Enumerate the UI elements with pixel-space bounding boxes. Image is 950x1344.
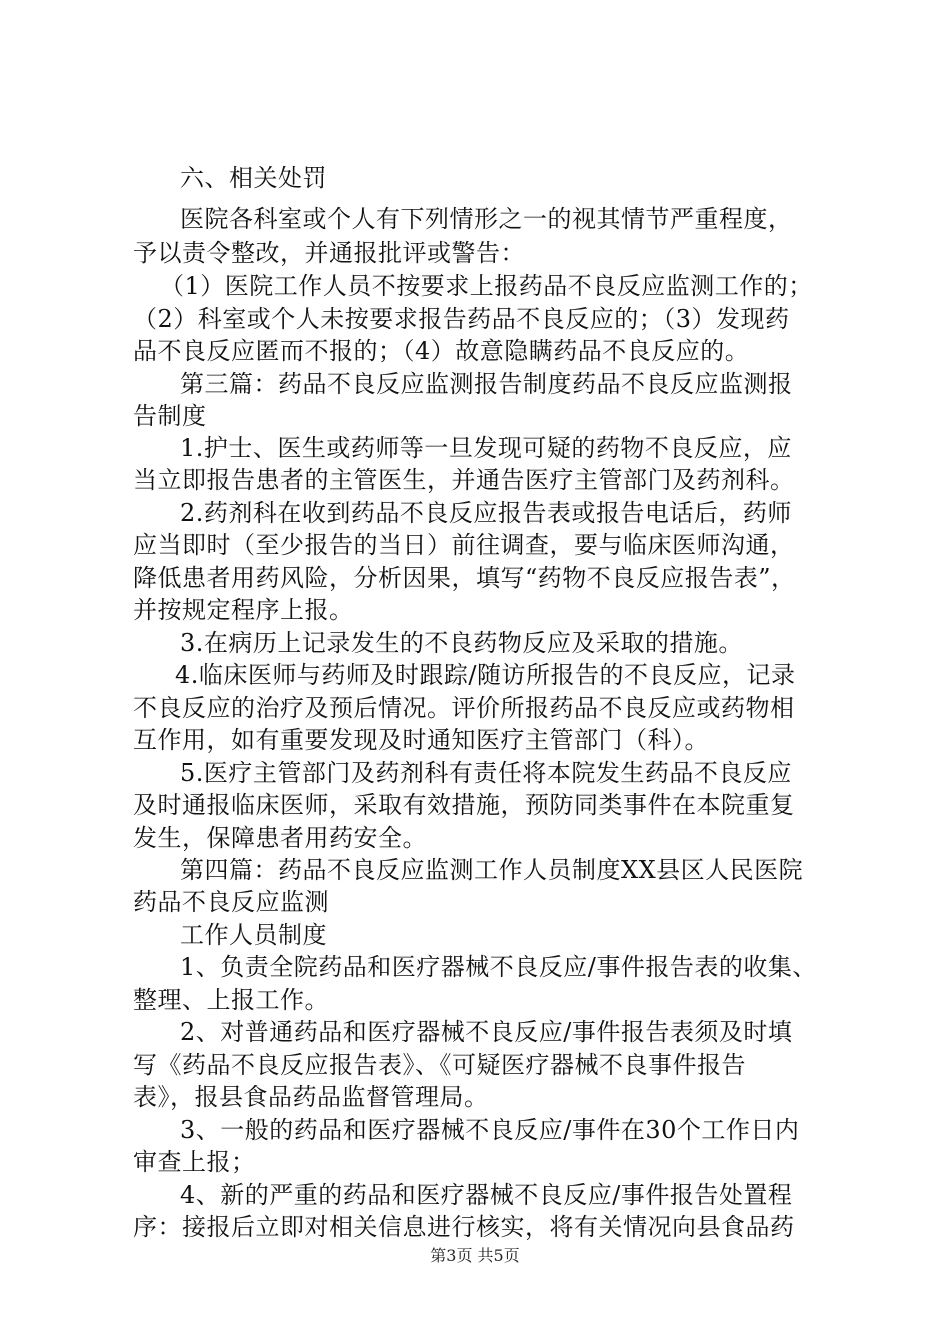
text-line: 3、一般的药品和医疗器械不良反应/事件在30个工作日内 [180, 1116, 800, 1144]
text-line: 当立即报告患者的主管医生，并通告医疗主管部门及药剂科。 [133, 466, 795, 494]
text-line: 品不良反应匿而不报的；（4）故意隐瞒药品不良反应的。 [133, 337, 750, 365]
text-line: 表》，报县食品药品监督管理局。 [133, 1083, 489, 1111]
section-heading: 工作人员制度 [180, 921, 327, 949]
text-line: 应当即时（至少报告的当日）前往调查，要与临床医师沟通， [133, 531, 795, 559]
text-line: 发生，保障患者用药安全。 [133, 824, 427, 852]
text-line: 1.护士、医生或药师等一旦发现可疑的药物不良反应，应 [180, 434, 792, 462]
text-line: （1）医院工作人员不按要求上报药品不良反应监测工作的； [160, 272, 813, 300]
text-line: 2.药剂科在收到药品不良反应报告表或报告电话后，药师 [180, 499, 792, 527]
text-line: （2）科室或个人未按要求报告药品不良反应的；（3）发现药 [133, 305, 790, 333]
text-line: 审查上报； [133, 1148, 256, 1176]
text-line: 医院各科室或个人有下列情形之一的视其情节严重程度， [180, 205, 793, 233]
section-heading: 告制度 [133, 402, 207, 430]
text-line: 六、相关处罚 [180, 164, 327, 192]
text-line: 及时通报临床医师，采取有效措施，预防同类事件在本院重复 [133, 791, 795, 819]
section-heading: 药品不良反应监测 [133, 888, 329, 916]
text-line: 写《药品不良反应报告表》、《可疑医疗器械不良事件报告 [133, 1051, 746, 1079]
text-line: 降低患者用药风险，分析因果，填写“药物不良反应报告表”， [133, 564, 796, 592]
section-heading: 第三篇：药品不良反应监测报告制度药品不良反应监测报 [180, 370, 793, 398]
text-line: 序：接报后立即对相关信息进行核实，将有关情况向县食品药 [133, 1213, 795, 1241]
section-heading: 第四篇：药品不良反应监测工作人员制度XX县区人民医院 [180, 856, 804, 884]
text-line: 予以责令整改，并通报批评或警告： [133, 239, 525, 267]
text-line: 互作用，如有重要发现及时通知医疗主管部门（科）。 [133, 726, 709, 754]
text-line: 4.临床医师与药师及时跟踪/随访所报告的不良反应，记录 [175, 661, 796, 689]
text-line: 1、负责全院药品和医疗器械不良反应/事件报告表的收集、 [180, 953, 817, 981]
text-line: 2、对普通药品和医疗器械不良反应/事件报告表须及时填 [180, 1018, 793, 1046]
page-number-footer: 第3页 共5页 [430, 1246, 520, 1265]
text-line: 5.医疗主管部门及药剂科有责任将本院发生药品不良反应 [180, 759, 792, 787]
text-line: 整理、上报工作。 [133, 986, 329, 1014]
text-line: 并按规定程序上报。 [133, 596, 354, 624]
text-line: 不良反应的治疗及预后情况。评价所报药品不良反应或药物相 [133, 694, 795, 722]
text-line: 4、新的严重的药品和医疗器械不良反应/事件报告处置程 [180, 1181, 793, 1209]
text-line: 3.在病历上记录发生的不良药物反应及采取的措施。 [180, 629, 743, 657]
